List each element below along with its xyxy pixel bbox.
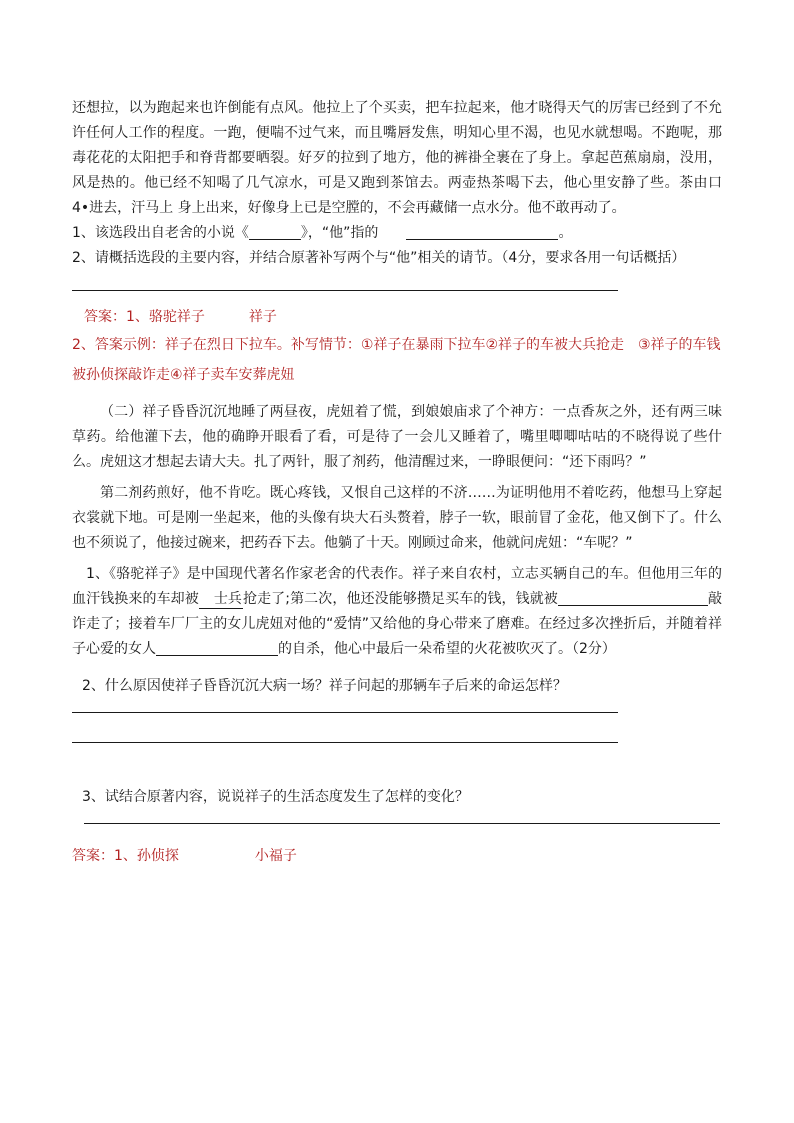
question-2-1 xyxy=(72,562,722,662)
passage-2-para-1: （二）祥子昏昏沉沉地睡了两昼夜，虎妞着了慌，到娘娘庙求了个神方：一点香灰之外，还有两三味草药。给他灌下去，他的确睁开眼看了看，可是待了一会儿又睡着了，嘴里唧唧咕咕的不晓得说了些什么。虎妞这才想起去请大夫。扎了两针，服了剂药，他清醒过来，一睁眼便问：“还下雨吗？” xyxy=(72,404,722,470)
answer-label: 答案：1、 xyxy=(72,848,137,864)
he-refers-blank[interactable] xyxy=(406,223,558,240)
question-1-1 xyxy=(72,221,722,246)
question-1-1-suffix: 。 xyxy=(558,225,573,241)
answer-xiaofuzi: 小福子 xyxy=(254,848,297,864)
extortion-blank[interactable] xyxy=(558,589,708,606)
answer-1-line2: 2、答案示例：祥子在烈日下拉车。补写情节：①祥子在暴雨下拉车②祥子的车被大兵抢走 ③祥子的车钱被孙侦探敲诈走④祥子卖车安葬虎妞 xyxy=(72,337,721,383)
question-2-1-part1: 1、《骆驼祥子》是中国现代著名作家老舍的代表作。祥子来自农村，立志买辆自己的车。但他用三年的血汗钱换来的车却被 xyxy=(72,566,722,607)
question-2-1-part4: 的自杀，他心中最后一朵希望的火花被吹灭了。（2分） xyxy=(278,641,616,657)
document-page xyxy=(72,96,722,869)
question-2-2: 2、什么原因使祥子昏昏沉沉大病一场？祥子问起的那辆车子后来的命运怎样？ xyxy=(82,678,567,694)
question-1-1-middle: 》，“他”指的 xyxy=(300,225,379,241)
passage-2-para-2: 第二剂药煎好，他不肯吃。既心疼钱，又恨自己这样的不济……为证明他用不着吃药，他想马上穿起衣裳就下地。可是刚一坐起来，他的头像有块大石头赘着，脖子一软，眼前冒了金花，他又倒下了。什么也不须说了，他接过碗来，把药吞下去。他躺了十天。刚顾过命来，他就问虎妞：“车呢？” xyxy=(72,485,722,551)
novel-title-blank[interactable] xyxy=(249,223,301,240)
answer-1-line1 xyxy=(72,305,722,330)
answer-2 xyxy=(72,844,722,869)
question-1-1-prefix: 1、该选段出自老舍的小说《 xyxy=(72,225,249,241)
passage-1: 还想拉，以为跑起来也许倒能有点风。他拉上了个买卖，把车拉起来，他才晓得天气的厉害已经到了不允许任何人工作的程度。一跑，便喘不过气来，而且嘴唇发焦，明知心里不渴，也见水就想喝。不跑呢，那毒花花的太阳把手和脊背都要晒裂。好歹的拉到了地方，他的裤褂全裹在了身上。拿起芭蕉扇扇，没用，风是热的。他已经不知喝了几气凉水，可是又跑到茶馆去。两壶热茶喝下去，他心里安静了些。茶由口 4•进去，汗马上 身上出来，好像身上已是空膛的，不会再藏储一点水分。他不敢再动了。 xyxy=(72,100,722,216)
question-2-1-part3: 敲诈走了；接着车厂厂主的女儿虎妞对他的“爱情”又给他的身心带来了磨难。在经过多次挫折后，并随着祥子心爱的女人 xyxy=(72,591,723,657)
answer-person: 祥子 xyxy=(248,309,277,325)
question-1-2: 2、请概括选段的主要内容，并结合原著补写两个与“他”相关的请节。（4分，要求各用一句话概括） xyxy=(72,250,686,266)
answer-label: 答案：1、 xyxy=(84,309,149,325)
question-2-3: 3、试结合原著内容，说说祥子的生活态度发生了怎样的变化？ xyxy=(82,789,469,805)
answer-detective: 孙侦探 xyxy=(136,848,179,864)
soldier-blank[interactable]: 士兵 xyxy=(199,590,243,609)
beloved-woman-blank[interactable] xyxy=(156,639,278,656)
answer-novel: 骆驼祥子 xyxy=(148,309,205,325)
question-2-1-part2: 抢走了;第二次，他还没能够攒足买车的钱，钱就被 xyxy=(242,591,558,607)
